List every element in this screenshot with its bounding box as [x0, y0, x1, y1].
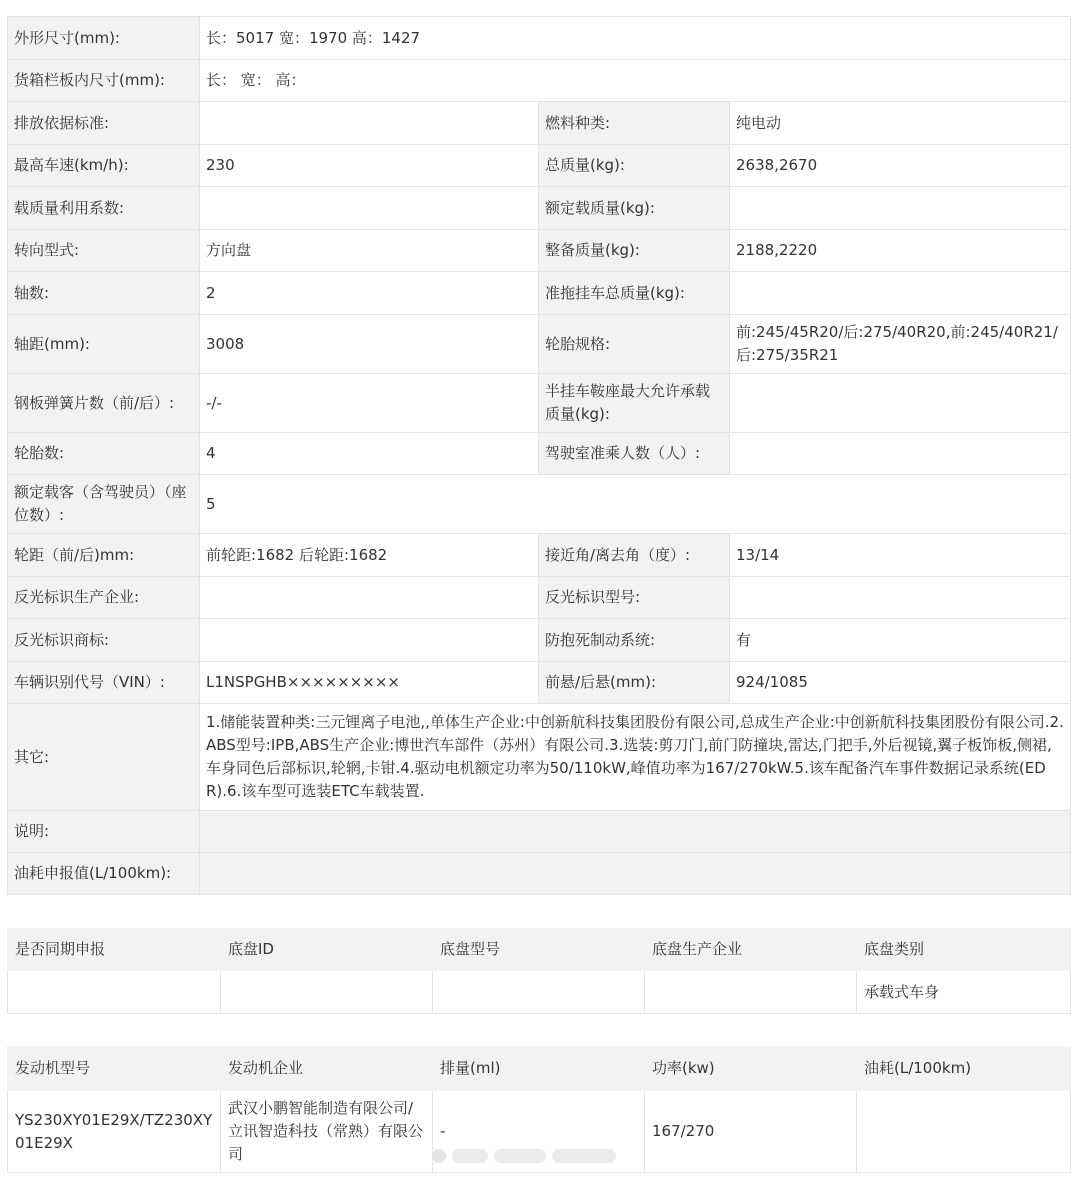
angles-label: 接近角/离去角（度）: [539, 534, 730, 577]
leaf-springs-label: 钢板弹簧片数（前/后）: [8, 374, 200, 433]
spec-row-wheelbase [8, 315, 1071, 374]
rated-load-label: 额定载质量(kg): [539, 187, 730, 230]
engine-header-cell: 功率(kw) [645, 1047, 857, 1091]
reflector-brand-label: 反光标识商标: [8, 619, 200, 662]
engine-header-row [8, 1047, 1071, 1091]
engine-cell [857, 1091, 1071, 1173]
dimensions-value: 长：5017 宽：1970 高：1427 [200, 17, 1071, 60]
tire-spec-label: 轮胎规格: [539, 315, 730, 374]
vehicle-spec-table [7, 16, 1071, 895]
chassis-cell [433, 971, 645, 1014]
spec-row-springs [8, 374, 1071, 433]
engine-cell: 武汉小鹏智能制造有限公司/立讯智造科技（常熟）有限公司 [221, 1091, 433, 1173]
other-label: 其它: [8, 704, 200, 811]
tire-count-value: 4 [200, 433, 539, 475]
chassis-header-cell: 是否同期申报 [8, 929, 221, 971]
wheelbase-value: 3008 [200, 315, 539, 374]
total-mass-label: 总质量(kg): [539, 145, 730, 187]
spec-row-notes [8, 811, 1071, 853]
saddle-load-label: 半挂车鞍座最大允许承载质量(kg): [539, 374, 730, 433]
cab-passengers-label: 驾驶室准乘人数（人）: [539, 433, 730, 475]
spec-row-dimensions [8, 17, 1071, 60]
cab-passengers-value [730, 433, 1071, 475]
spec-row-track [8, 534, 1071, 577]
engine-header-cell: 排量(ml) [433, 1047, 645, 1091]
engine-header-cell: 发动机企业 [221, 1047, 433, 1091]
emission-standard-value [200, 102, 539, 145]
fuel-consumption-value [200, 853, 1071, 895]
engine-header-cell: 油耗(L/100km) [857, 1047, 1071, 1091]
tire-count-label: 轮胎数: [8, 433, 200, 475]
fuel-type-value: 纯电动 [730, 102, 1071, 145]
engine-cell: - [433, 1091, 645, 1173]
reflector-model-value [730, 577, 1071, 619]
table-row [8, 971, 1071, 1014]
chassis-header-cell: 底盘类别 [857, 929, 1071, 971]
spec-row-tires [8, 433, 1071, 475]
spec-row-steering [8, 230, 1071, 272]
load-coefficient-value [200, 187, 539, 230]
chassis-header-cell: 底盘ID [221, 929, 433, 971]
chassis-cell: 承载式车身 [857, 971, 1071, 1014]
max-speed-value: 230 [200, 145, 539, 187]
track-value: 前轮距:1682 后轮距:1682 [200, 534, 539, 577]
rated-passengers-label: 额定载客（含驾驶员）（座位数）: [8, 475, 200, 534]
reflector-model-label: 反光标识型号: [539, 577, 730, 619]
chassis-header-cell: 底盘型号 [433, 929, 645, 971]
spec-row-emission [8, 102, 1071, 145]
emission-standard-label: 排放依据标准: [8, 102, 200, 145]
spec-row-vin [8, 662, 1071, 704]
overhang-label: 前悬/后悬(mm): [539, 662, 730, 704]
watermark-mark [494, 1149, 546, 1163]
notes-value [200, 811, 1071, 853]
axles-value: 2 [200, 272, 539, 315]
vin-label: 车辆识别代号（VIN）: [8, 662, 200, 704]
wheelbase-label: 轴距(mm): [8, 315, 200, 374]
tire-spec-value: 前:245/45R20/后:275/40R20,前:245/40R21/后:275/35R21 [730, 315, 1071, 374]
spec-row-reflector [8, 577, 1071, 619]
chassis-cell [8, 971, 221, 1014]
abs-value: 有 [730, 619, 1071, 662]
chassis-header-cell: 底盘生产企业 [645, 929, 857, 971]
dimensions-label: 外形尺寸(mm): [8, 17, 200, 60]
trailer-mass-label: 准拖挂车总质量(kg): [539, 272, 730, 315]
watermark-mark [552, 1149, 616, 1163]
engine-cell: 167/270 [645, 1091, 857, 1173]
chassis-table [7, 928, 1071, 1014]
chassis-cell [221, 971, 433, 1014]
steering-value: 方向盘 [200, 230, 539, 272]
spec-row-abs [8, 619, 1071, 662]
curb-mass-label: 整备质量(kg): [539, 230, 730, 272]
trailer-mass-value [730, 272, 1071, 315]
abs-label: 防抱死制动系统: [539, 619, 730, 662]
other-value: 1.储能装置种类:三元锂离子电池,,单体生产企业:中创新航科技集团股份有限公司,总成生产企业:中创新航科技集团股份有限公司.2.ABS型号:IPB,ABS生产企业:博世汽车部件（苏州）有限公司.3.选装:剪刀门,前门防撞块,雷达,门把手,外后视镜,翼子板饰板,侧裙,车身同色后部标识,轮辋,卡钳.4.驱动电机额定功率为50/110kW,峰值功率为167/270kW.5.该车配备汽车事件数据记录系统(EDR).6.该车型可选装ETC车载装置. [200, 704, 1071, 811]
curb-mass-value: 2188,2220 [730, 230, 1071, 272]
fuel-type-label: 燃料种类: [539, 102, 730, 145]
leaf-springs-value: -/- [200, 374, 539, 433]
max-speed-label: 最高车速(km/h): [8, 145, 200, 187]
fuel-consumption-label: 油耗申报值(L/100km): [8, 853, 200, 895]
axles-label: 轴数: [8, 272, 200, 315]
spec-row-cargo-box [8, 60, 1071, 102]
overhang-value: 924/1085 [730, 662, 1071, 704]
engine-cell: YS230XY01E29X/TZ230XY01E29X [8, 1091, 221, 1173]
steering-label: 转向型式: [8, 230, 200, 272]
engine-header-cell: 发动机型号 [8, 1047, 221, 1091]
reflector-brand-value [200, 619, 539, 662]
track-label: 轮距（前/后)mm: [8, 534, 200, 577]
load-coefficient-label: 载质量利用系数: [8, 187, 200, 230]
spec-row-speed [8, 145, 1071, 187]
notes-label: 说明: [8, 811, 200, 853]
saddle-load-value [730, 374, 1071, 433]
watermark-mark [452, 1149, 488, 1163]
spec-row-axles [8, 272, 1071, 315]
spec-row-fuel [8, 853, 1071, 895]
spec-row-load [8, 187, 1071, 230]
vin-value: L1NSPGHB××××××××× [200, 662, 539, 704]
angles-value: 13/14 [730, 534, 1071, 577]
cargo-box-label: 货箱栏板内尺寸(mm): [8, 60, 200, 102]
spec-row-other [8, 704, 1071, 811]
cargo-box-value: 长： 宽： 高： [200, 60, 1071, 102]
total-mass-value: 2638,2670 [730, 145, 1071, 187]
rated-load-value [730, 187, 1071, 230]
chassis-cell [645, 971, 857, 1014]
rated-passengers-value: 5 [200, 475, 1071, 534]
watermark [432, 1146, 618, 1166]
reflector-maker-label: 反光标识生产企业: [8, 577, 200, 619]
watermark-logo-icon [432, 1149, 446, 1163]
spec-row-passengers [8, 475, 1071, 534]
chassis-header-row [8, 929, 1071, 971]
reflector-maker-value [200, 577, 539, 619]
